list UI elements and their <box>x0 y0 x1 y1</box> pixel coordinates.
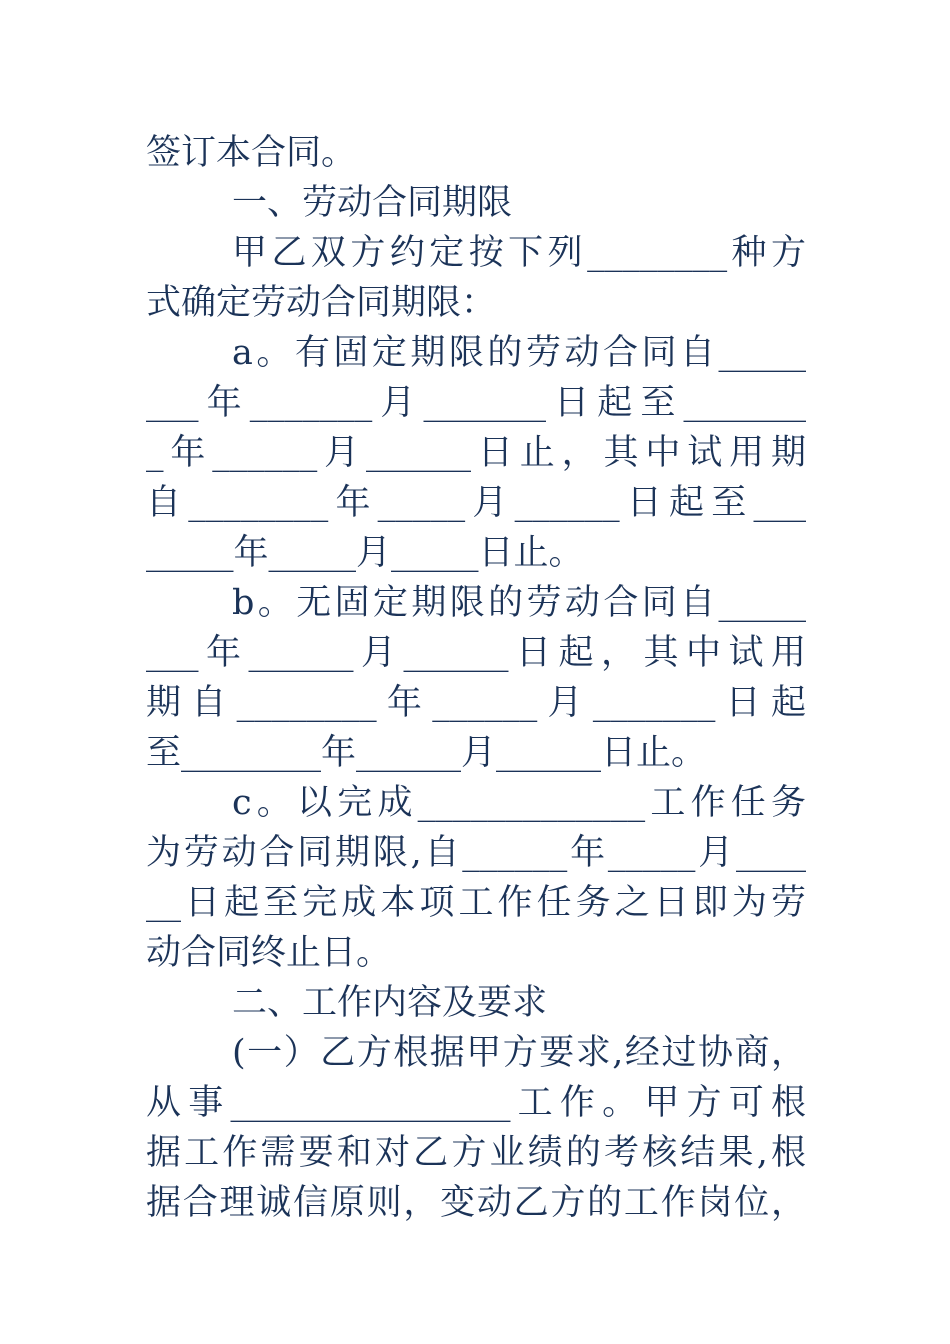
text-line: 签订本合同。 <box>146 133 357 173</box>
text-line: 至________年______月______日止。 <box>146 733 707 773</box>
text-line: 动合同终止日。 <box>146 933 392 973</box>
text-line: 期自________年______月_______日起 <box>146 683 806 723</box>
section-heading: 一、劳动合同期限 <box>232 183 513 223</box>
text-line: a。有固定期限的劳动合同自_____ <box>232 333 806 373</box>
document-page <box>146 128 806 1228</box>
text-line: _____年_____月_____日止。 <box>146 533 584 573</box>
section-heading: 二、工作内容及要求 <box>232 983 548 1023</box>
text-line: 自________年_____月______日起至___ <box>146 483 806 523</box>
text-line: (一）乙方根据甲方要求,经过协商， <box>232 1033 806 1073</box>
text-line: __日起至完成本项工作任务之日即为劳 <box>146 883 806 923</box>
text-line: c。以完成_____________工作任务 <box>232 783 806 823</box>
text-line: ___年_______月_______日起至_______ <box>146 383 806 423</box>
text-line: 甲乙双方约定按下列________种方 <box>232 233 806 273</box>
text-line: 从事________________工作。甲方可根 <box>146 1083 806 1123</box>
text-line: 据工作需要和对乙方业绩的考核结果,根 <box>146 1133 806 1173</box>
text-line: _年______月______日止，其中试用期 <box>146 433 806 473</box>
text-line: b。无固定期限的劳动合同自_____ <box>232 583 806 623</box>
text-line: 据合理诚信原则，变动乙方的工作岗位， <box>146 1183 806 1223</box>
text-line: ___年______月______日起，其中试用 <box>146 633 806 673</box>
text-line: 为劳动合同期限,自______年_____月____ <box>146 833 806 873</box>
text-line: 式确定劳动合同期限： <box>146 283 497 323</box>
